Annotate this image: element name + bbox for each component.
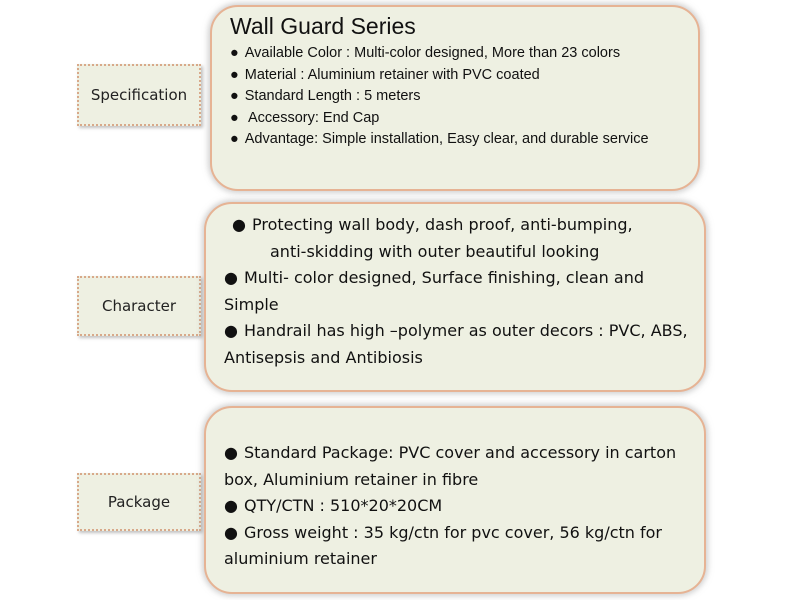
package-label-text: Package <box>107 493 171 511</box>
character-item-design: ● Multi- color designed, Surface finishing, clean and Simple <box>224 265 694 318</box>
series-title: Wall Guard Series <box>230 13 416 39</box>
package-item-weight: ● Gross weight : 35 kg/ctn for pvc cover, 56 kg/ctn for aluminium retainer <box>224 520 694 573</box>
character-item-protection <box>224 212 694 265</box>
package-panel <box>204 406 706 594</box>
spec-item-color: ● Available Color : Multi-color designed, More than 23 colors <box>230 43 688 65</box>
character-list <box>224 212 694 371</box>
spec-item-accessory: ● Accessory: End Cap <box>230 108 688 130</box>
character-item-protection-line2: anti-skidding with outer beautiful looking <box>270 241 600 261</box>
character-item-material: ● Handrail has high –polymer as outer decors : PVC, ABS, Antisepsis and Antibiosis <box>224 318 694 371</box>
character-item-protection-line1: ● Protecting wall body, dash proof, anti-bumping, <box>232 215 633 234</box>
specification-label-text: Specification <box>90 86 188 104</box>
package-item-standard: ● Standard Package: PVC cover and accessory in carton box, Aluminium retainer in fibre <box>224 440 694 493</box>
specification-panel <box>210 5 700 191</box>
character-label <box>77 276 201 336</box>
package-item-qty: ● QTY/CTN : 510*20*20CM <box>224 493 694 520</box>
package-list <box>224 440 694 573</box>
spec-item-length: ● Standard Length : 5 meters <box>230 86 688 108</box>
specification-label <box>77 64 201 126</box>
character-panel <box>204 202 706 392</box>
character-label-text: Character <box>101 297 177 315</box>
spec-item-material: ● Material : Aluminium retainer with PVC coated <box>230 65 688 87</box>
specification-list <box>230 43 688 151</box>
package-label <box>77 473 201 531</box>
spec-item-advantage: ● Advantage: Simple installation, Easy clear, and durable service <box>230 129 688 151</box>
